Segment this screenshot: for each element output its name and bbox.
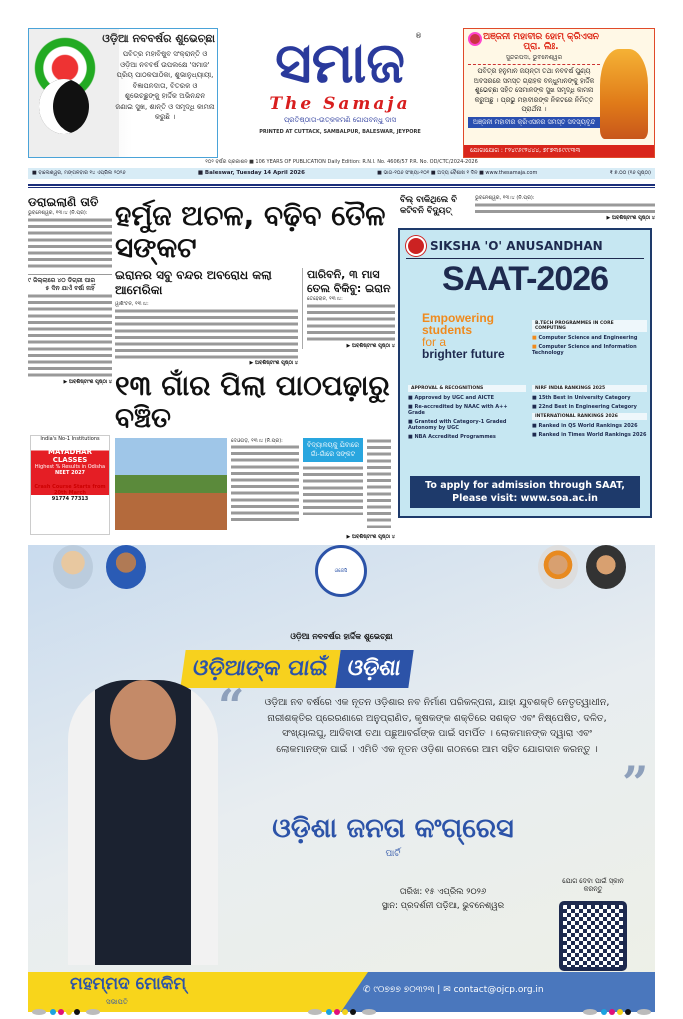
ad-location: ସୁନ୍ଦରପଦା, ଭୁବନେଶ୍ୱର bbox=[505, 54, 563, 61]
story-text bbox=[475, 202, 655, 215]
contact-info: ✆ ୯୦୭୭୭ ୭୦୩୨୩ | ✉ contact@ojcp.org.in bbox=[363, 985, 544, 995]
slogan-yellow: ଓଡ଼ିଆଙ୍କ ପାଇଁ bbox=[180, 650, 340, 688]
story-text bbox=[28, 217, 112, 271]
ad-line: India's No-1 Institutions bbox=[40, 436, 100, 442]
ad-line: Crash Course Starts from 20th March bbox=[34, 484, 106, 496]
exam-title: SAAT-2026 bbox=[441, 260, 609, 298]
event-date: ତାରିଖ: ୧୫ ଏପ୍ରିଲ ୨୦୨୬ bbox=[399, 887, 487, 897]
english-logo: The Samaja bbox=[269, 94, 411, 114]
section-heading: APPROVAL & RECOGNITIONS bbox=[408, 385, 526, 392]
subhead: ୯ ଜିଲ୍ଲାରେ ୪୦ ଡିଗ୍ରୀ ପାର bbox=[28, 274, 112, 285]
story-text bbox=[367, 438, 391, 528]
ranking-item: ■ 15th Best in University Category bbox=[532, 395, 647, 401]
story-text bbox=[303, 465, 363, 515]
party-subtitle: ପାର୍ଟି bbox=[385, 849, 401, 859]
ojc-party-ad bbox=[28, 545, 655, 1012]
section-heading: NIRF INDIA RANKINGS 2025 bbox=[532, 385, 647, 392]
approval-item: ■ NBA Accredited Programmes bbox=[408, 434, 526, 440]
leader-name: ମହମ୍ମଦ ମୋକିମ୍ bbox=[70, 974, 187, 994]
ad-body: ପବିତ୍ର ହନୁମାନ ଜୟନ୍ତୀ ତଥା ନବବର୍ଷ ପୁଣ୍ୟ ଅବସରରେ ସମସ୍ତ ଗ୍ରାହକ ବନ୍ଧୁମାନଙ୍କୁ ହାର୍ଦ୍ଦିକ ଶୁଭେଚ୍ଛା ସହିତ ସେମାନଙ୍କ ସୁଖ ସମୃଦ୍ଧି କାମନା କରୁଅଛୁ । ପ୍ରଭୁ ମହାବୀରଙ୍କ ନିକଟରେ ନିମିତ୍ତ ପ୍ରାର୍ଥନା । bbox=[468, 64, 600, 115]
english-date: ■ Baleswar, Tuesday 14 April 2026 bbox=[197, 170, 305, 176]
founder-tagline: ପ୍ରତିଷ୍ଠାତା-ଉତ୍କଳମଣି ଗୋପବନ୍ଧୁ ଦାସ bbox=[283, 116, 397, 124]
ranking-item: ■ Ranked in Times World Rankings 2026 bbox=[532, 432, 647, 438]
continued-link[interactable]: ▶ ଅବଶିଷ୍ଟାଂଶ ପୃଷ୍ଠା ୪ bbox=[63, 378, 112, 385]
ambedkar-portrait bbox=[106, 545, 146, 589]
ranking-item: ■ 22nd Best in Engineering Category bbox=[532, 404, 647, 410]
ad-phone: 91774 77313 bbox=[51, 496, 89, 502]
story-text bbox=[115, 308, 298, 360]
second-story-col1 bbox=[231, 438, 299, 523]
apply-banner[interactable] bbox=[410, 476, 640, 508]
subhead: ୫ ଦିନ ଯାଏଁ ବର୍ଷା ନାହିଁ bbox=[45, 284, 95, 292]
story-text bbox=[28, 293, 112, 379]
dateline: ୱାଶିଂଟନ, ୧୩।୪: bbox=[115, 301, 149, 307]
ad-line: Highest % Results in Odisha bbox=[34, 464, 106, 470]
visit-url[interactable]: Please visit: www.soa.ac.in bbox=[452, 493, 598, 504]
lead-story-left bbox=[115, 268, 298, 366]
leader-portrait-2 bbox=[586, 545, 626, 589]
dateline: ତେହେରାନ, ୧୩।୪: bbox=[307, 296, 343, 302]
date-bar bbox=[28, 168, 655, 179]
approval-item: ■ Approved by UGC and AICTE bbox=[408, 395, 526, 401]
odia-date: ■ ବାଲେଶ୍ୱର, ମଙ୍ଗଳବାର ୧୪ ଏପ୍ରିଲ ୨୦୨୬ bbox=[32, 170, 126, 176]
continued-link[interactable]: ▶ ଅବଶିଷ୍ଟାଂଶ ପୃଷ୍ଠା ୪ bbox=[606, 214, 655, 221]
left-column-story bbox=[28, 195, 112, 385]
lead-story-right bbox=[302, 268, 395, 349]
ranking-item: ■ Ranked in QS World Rankings 2026 bbox=[532, 423, 647, 429]
story-callout: ବିଦ୍ୟାଳୟକୁ ଯିବାରେ ଗାଁ-ଗାଁରେ ସଙ୍କଟ bbox=[303, 438, 363, 462]
tagline-line: students bbox=[422, 323, 473, 337]
greeting: ଓଡ଼ିଆ ନବବର୍ଷର ହାର୍ଦ୍ଦିକ ଶୁଭେଚ୍ଛା bbox=[290, 632, 393, 641]
qr-code[interactable] bbox=[559, 901, 627, 971]
close-quote-icon: ” bbox=[622, 756, 649, 810]
tagline-line: brighter future bbox=[422, 347, 505, 361]
lead-headline[interactable]: ହର୍ମୁଜ ଅଚଳ, ବଢ଼ିବ ତୈଳ ସଙ୍କଟ bbox=[115, 199, 386, 264]
ad-contact: ଯୋଗାଯୋଗ : ୮୨୪୯୬୯୨୪୪୪, ୭୮୭୩୫୯୯୯୩୩ bbox=[464, 145, 654, 157]
ad-body: ପବିତ୍ର ମହାବିଷୁବ ସଂକ୍ରାନ୍ତି ଓ ଓଡ଼ିଆ ନବବର୍ଷ ଉପଲକ୍ଷେ 'ସମାଜ' ପ୍ରିୟ ପାଠକପାଠିକା, ଶୁଭାନୁଧ୍ୟାୟୀ, ବିଜ୍ଞାପନଦାତା, ବିତରକ ଓ ଶୁଭେଚ୍ଛୁଙ୍କୁ ହାର୍ଦ୍ଦିକ ଅଭିନନ୍ଦନ ଜଣାଇ ସୁଖ, ଶାନ୍ତି ଓ ସମୃଦ୍ଧି କାମନା କରୁଛି । bbox=[115, 50, 215, 121]
dateline: ଭୁବନେଶ୍ୱର, ୧୩।୪ (ନି.ପ୍ର): bbox=[28, 210, 88, 216]
second-story bbox=[115, 438, 395, 530]
program-item: ■ Computer Science and Engineering bbox=[532, 335, 647, 341]
section-heading: B.TECH PROGRAMMES IN CORE COMPUTING bbox=[532, 320, 647, 332]
event-venue: ସ୍ଥାନ: ପ୍ରଦର୍ଶନୀ ପଡ଼ିଆ, ଭୁବନେଶ୍ୱର bbox=[381, 901, 505, 911]
ad-box: ଅଞ୍ଜନୀ ମହାବୀର କ୍ରିଏସନର ସମସ୍ତ ସଦସ୍ୟବୃନ୍ଦ bbox=[468, 117, 600, 128]
printed-at: PRINTED AT CUTTACK, SAMBALPUR, BALESWAR, JEYPORE bbox=[259, 129, 421, 135]
quote-text: ଓଡ଼ିଆ ନବ ବର୍ଷରେ ଏକ ନୂତନ ଓଡ଼ିଶାର ନବ ନିର୍ମାଣ ପରିକଳ୍ପନା, ଯାହା ଯୁବଶକ୍ତି ନେତୃତ୍ୱାଧୀନ, ନାରୀଶକ୍ତିର ପ୍ରେରଣାରେ ଅନୁପ୍ରାଣିତ, କୃଷକଙ୍କ ଶକ୍ତିରେ ସଶକ୍ତ ଏବଂ ନିଷ୍ପେଷିତ, ଦଳିତ, ସଂଖ୍ୟାଲଘୁ, ଆଦିବାସୀ ତଥା ପଛୁଆବର୍ଗଙ୍କ ପାଇଁ ସମର୍ପିତ । ଲୋକମାନଙ୍କ ଦ୍ୱାରା ଏବଂ ଲୋକମାନଙ୍କ ପାଇଁ । ଏମିତି ଏକ ନୂତନ ଓଡ଼ିଶା ଗଠନରେ ଆମ ସହିତ ଯୋଗଦାନ କରନ୍ତୁ । bbox=[264, 697, 610, 755]
event-details bbox=[348, 885, 538, 913]
gandhi-portrait bbox=[53, 545, 93, 589]
ojc-party-logo: ଓଜେସି bbox=[315, 545, 367, 597]
continued-link[interactable]: ▶ ଅବଶିଷ୍ଟାଂଶ ପୃଷ୍ଠା ୪ bbox=[346, 533, 395, 540]
ad-line: NEET 2027 bbox=[54, 470, 86, 476]
story-headline[interactable]: ଡରାଇଲାଣି ତାତି bbox=[28, 195, 99, 209]
leader-title: ସଭାପତି bbox=[106, 998, 128, 1006]
approval-item: ■ Granted with Category-1 Graded Autonomy by UGC bbox=[408, 419, 526, 431]
soa-title: SIKSHA 'O' ANUSANDHAN bbox=[430, 239, 603, 253]
tagline bbox=[422, 312, 526, 360]
middle-column bbox=[115, 200, 395, 540]
mayadhar-classes-ad bbox=[30, 435, 110, 535]
soa-emblem-icon bbox=[406, 236, 426, 256]
continued-link[interactable]: ▶ ଅବଶିଷ୍ଟାଂଶ ପୃଷ୍ଠା ୪ bbox=[249, 359, 298, 366]
masthead-rule bbox=[28, 184, 655, 188]
slogan-blue: ଓଡ଼ିଶା bbox=[335, 650, 413, 688]
approval-item: ■ Re-accredited by NAAC with A++ Grade bbox=[408, 404, 526, 416]
second-story-col3 bbox=[367, 438, 391, 528]
party-name: ଓଡ଼ିଶା ଜନତା କଂଗ୍ରେସ bbox=[272, 813, 514, 844]
subheadline[interactable]: ଇରାନର ସବୁ ବନ୍ଦର ଅବରୋଧ କଲା ଆମେରିକା bbox=[115, 268, 272, 297]
tagline-line: for a bbox=[422, 335, 447, 349]
program-item: ■ Computer Science and Information Technology bbox=[532, 344, 647, 356]
right-story-headline[interactable]: ବିଲ୍ ବାକିଥିଲେ ବି କଟିବନି ବିଦ୍ୟୁତ୍ bbox=[400, 195, 457, 216]
qr-label: ଯୋଗ ଦେବା ପାଇଁ ସ୍କାନ କରନ୍ତୁ bbox=[562, 877, 624, 893]
second-headline[interactable]: ୧୩ ଗାଁର ପିଲା ପାଠପଢ଼ାରୁ ବଞ୍ଚିତ bbox=[115, 368, 390, 434]
dateline: ଭୁବନେଶ୍ୱର, ୧୩।୪ (ନି.ପ୍ର): bbox=[475, 195, 535, 201]
dateline: ଦେଓଗଡ଼, ୧୩।୪ (ନି.ପ୍ର): bbox=[231, 437, 283, 444]
print-registration-marks bbox=[28, 1000, 655, 1010]
registered-mark: ® bbox=[415, 32, 422, 40]
ad-name: MAYADHAR CLASSES bbox=[47, 448, 92, 464]
hanuman-image bbox=[600, 49, 648, 139]
new-year-greeting-ad bbox=[28, 28, 218, 158]
publication-info: ୧୦୨ ବର୍ଷର ପ୍ରକାଶନ ■ 106 YEARS OF PUBLICATION Daily Edition: R.N.I. No. 4606/57 P.R. No. OD/CTC/2024-2026 bbox=[205, 159, 478, 165]
ad-title: ଓଡ଼ିଆ ନବବର୍ଷର ଶୁଭେଚ୍ଛା bbox=[102, 32, 215, 45]
children-walking-photo bbox=[115, 438, 227, 530]
story-text bbox=[231, 444, 299, 522]
leader-photo bbox=[68, 680, 218, 965]
subheadline[interactable]: ପାରିବନି, ୩ ମାସ ତେଲ ବିକିବୁ: ଇରାନ bbox=[307, 268, 391, 295]
leader-portrait-1 bbox=[538, 545, 578, 589]
samaja-logo: ସମାଜ bbox=[275, 30, 405, 96]
phone: ✆ ୯୦୭୭୭ ୭୦୩୨୩ bbox=[363, 985, 435, 995]
tagline-line: Empowering bbox=[422, 311, 495, 325]
anjani-mahavir-ad bbox=[463, 28, 655, 158]
email[interactable]: ✉ contact@ojcp.org.in bbox=[443, 985, 544, 995]
ad-title: ଅଞ୍ଜନୀ ମହାବୀର ହୋମ୍ କ୍ରିଏସନ ପ୍ରା. ଲିଃ. bbox=[483, 32, 599, 52]
issue-details: ■ ଭାଗ-୧୦୬ ସଂଖ୍ୟା-୧୦୧ ■ ଅଦ୍ୟ ବୈଶାଖ ୧ ଦିନ ■ www.thesamaja.com bbox=[377, 170, 538, 176]
price: ₹ ୭.୦୦ (୧୬ ପୃଷ୍ଠା) bbox=[609, 170, 651, 176]
slogan-banner bbox=[180, 650, 413, 688]
soa-saat-ad bbox=[398, 228, 652, 518]
continued-link[interactable]: ▶ ଅବଶିଷ୍ଟାଂଶ ପୃଷ୍ଠା ୪ bbox=[346, 342, 395, 349]
lead-stories bbox=[115, 268, 395, 366]
open-quote-icon: “ bbox=[218, 679, 245, 733]
apply-text: To apply for admission through SAAT, bbox=[425, 480, 625, 491]
story-text bbox=[307, 303, 395, 343]
masthead bbox=[250, 28, 430, 158]
section-heading: INTERNATIONAL RANKINGS 2026 bbox=[532, 413, 647, 420]
second-story-col2 bbox=[303, 438, 363, 515]
right-story-body bbox=[475, 195, 655, 221]
